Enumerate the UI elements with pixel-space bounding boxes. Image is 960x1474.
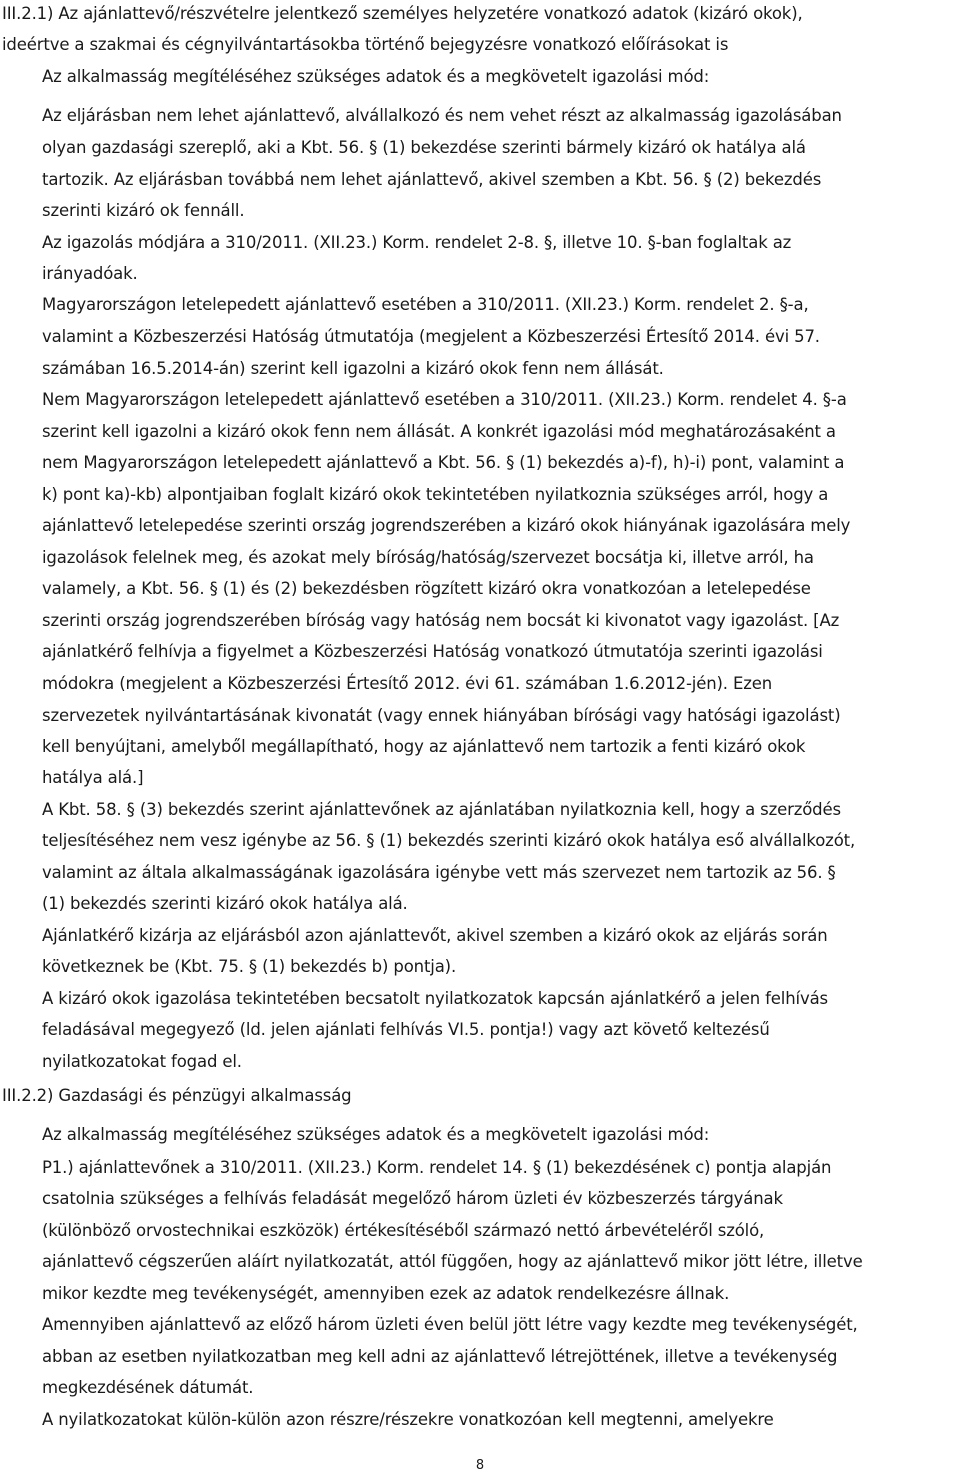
body-line: Az eljárásban nem lehet ajánlattevő, alvállalkozó és nem vehet részt az alkalmasság igazolásában bbox=[42, 106, 842, 125]
body-line: hatálya alá.] bbox=[42, 768, 144, 787]
body-line: igazolások felelnek meg, és azokat mely bíróság/hatóság/szervezet bocsátja ki, illetve arról, ha bbox=[42, 548, 814, 567]
body-line: valamint a Közbeszerzési Hatóság útmutatója (megjelent a Közbeszerzési Értesítő 2014. évi 57. bbox=[42, 327, 820, 346]
body-line: valamint az általa alkalmasságának igazolására igénybe vett más szervezet nem tartozik az 56. § bbox=[42, 863, 836, 882]
body-line: kell benyújtani, amelyből megállapítható, hogy az ajánlattevő nem tartozik a fenti kizáró okok bbox=[42, 737, 806, 756]
body-line: mikor kezdte meg tevékenységét, amennyiben ezek az adatok rendelkezésre állnak. bbox=[42, 1284, 730, 1303]
body-line: számában 16.5.2014-án) szerint kell igazolni a kizáró okok fenn nem állását. bbox=[42, 359, 664, 378]
section-heading-line: III.2.1) Az ajánlattevő/részvételre jelentkező személyes helyzetére vonatkozó adatok (kizáró okok), bbox=[2, 4, 803, 23]
body-line: feladásával megegyező (ld. jelen ajánlati felhívás VI.5. pontja!) vagy azt követő keltezésű bbox=[42, 1020, 770, 1039]
body-line: A Kbt. 58. § (3) bekezdés szerint ajánlattevőnek az ajánlatában nyilatkoznia kell, hogy a szerződés bbox=[42, 800, 841, 819]
body-line: Ajánlatkérő kizárja az eljárásból azon ajánlattevőt, akivel szemben a kizáró okok az eljárás során bbox=[42, 926, 828, 945]
body-line: (különböző orvostechnikai eszközök) értékesítéséből származó nettó árbevételéről szóló, bbox=[42, 1221, 765, 1240]
body-line: (1) bekezdés szerinti kizáró okok hatálya alá. bbox=[42, 894, 408, 913]
body-line: abban az esetben nyilatkozatban meg kell adni az ajánlattevő létrejöttének, illetve a tevékenység bbox=[42, 1347, 838, 1366]
body-line: módokra (megjelent a Közbeszerzési Értesítő 2012. évi 61. számában 1.6.2012-jén). Ezen bbox=[42, 674, 773, 693]
body-line: irányadóak. bbox=[42, 264, 138, 283]
body-line: P1.) ajánlattevőnek a 310/2011. (XII.23.) Korm. rendelet 14. § (1) bekezdésének c) pontja alapján bbox=[42, 1158, 832, 1177]
body-line: nyilatkozatokat fogad el. bbox=[42, 1052, 242, 1071]
body-line: csatolnia szükséges a felhívás feladását megelőző három üzleti év közbeszerzés tárgyának bbox=[42, 1189, 783, 1208]
body-line: szervezetek nyilvántartásának kivonatát (vagy ennek hiányában bírósági vagy hatósági igazolást) bbox=[42, 706, 841, 725]
page-number: 8 bbox=[475, 1458, 485, 1473]
section-heading: III.2.2) Gazdasági és pénzügyi alkalmasság bbox=[2, 1086, 352, 1105]
body-line: Nem Magyarországon letelepedett ajánlattevő esetében a 310/2011. (XII.23.) Korm. rendelet 4. §-a bbox=[42, 390, 847, 409]
body-line: valamely, a Kbt. 56. § (1) és (2) bekezdésben rögzített kizáró okra vonatkozóan a letelepedése bbox=[42, 579, 811, 598]
body-line: A kizáró okok igazolása tekintetében becsatolt nyilatkozatok kapcsán ajánlatkérő a jelen felhívás bbox=[42, 989, 828, 1008]
body-line: k) pont ka)-kb) alpontjaiban foglalt kizáró okok tekintetében nyilatkoznia szükséges arról, hogy a bbox=[42, 485, 829, 504]
section-heading-line: ideértve a szakmai és cégnyilvántartásokba történő bejegyzésre vonatkozó előírásokat is bbox=[2, 35, 729, 54]
body-line: szerinti ország jogrendszerében bíróság vagy hatóság nem bocsát ki kivonatot vagy igazolást. [Az bbox=[42, 611, 840, 630]
section-subheading: Az alkalmasság megítéléséhez szükséges adatok és a megkövetelt igazolási mód: bbox=[42, 67, 710, 86]
body-line: megkezdésének dátumát. bbox=[42, 1378, 254, 1397]
body-line: Az igazolás módjára a 310/2011. (XII.23.) Korm. rendelet 2-8. §, illetve 10. §-ban foglaltak az bbox=[42, 233, 792, 252]
body-line: teljesítéséhez nem vesz igénybe az 56. § (1) bekezdés szerinti kizáró okok hatálya eső alvállalkozót, bbox=[42, 831, 856, 850]
section-subheading: Az alkalmasság megítéléséhez szükséges adatok és a megkövetelt igazolási mód: bbox=[42, 1125, 710, 1144]
body-line: Amennyiben ajánlattevő az előző három üzleti éven belül jött létre vagy kezdte meg tevékenységét, bbox=[42, 1315, 858, 1334]
body-line: tartozik. Az eljárásban továbbá nem lehet ajánlattevő, akivel szemben a Kbt. 56. § (2) bekezdés bbox=[42, 170, 822, 189]
body-line: ajánlatkérő felhívja a figyelmet a Közbeszerzési Hatóság vonatkozó útmutatója szerinti igazolási bbox=[42, 642, 823, 661]
body-line: olyan gazdasági szereplő, aki a Kbt. 56. § (1) bekezdése szerinti bármely kizáró ok hatálya alá bbox=[42, 138, 806, 157]
body-line: nem Magyarországon letelepedett ajánlattevő a Kbt. 56. § (1) bekezdés a)-f), h)-i) pont, valamint a bbox=[42, 453, 845, 472]
body-line: szerinti kizáró ok fennáll. bbox=[42, 201, 245, 220]
body-line: Magyarországon letelepedett ajánlattevő esetében a 310/2011. (XII.23.) Korm. rendelet 2. §-a, bbox=[42, 295, 809, 314]
body-line: A nyilatkozatokat külön-külön azon részre/részekre vonatkozóan kell megtenni, amelyekre bbox=[42, 1410, 774, 1429]
body-line: ajánlattevő letelepedése szerinti ország jogrendszerében a kizáró okok hiányának igazolására mely bbox=[42, 516, 851, 535]
body-line: ajánlattevő cégszerűen aláírt nyilatkozatát, attól függően, hogy az ajánlattevő mikor jött létre, illetve bbox=[42, 1252, 863, 1271]
body-line: következnek be (Kbt. 75. § (1) bekezdés b) pontja). bbox=[42, 957, 457, 976]
body-line: szerint kell igazolni a kizáró okok fenn nem állását. A konkrét igazolási mód meghatározásaként a bbox=[42, 422, 836, 441]
